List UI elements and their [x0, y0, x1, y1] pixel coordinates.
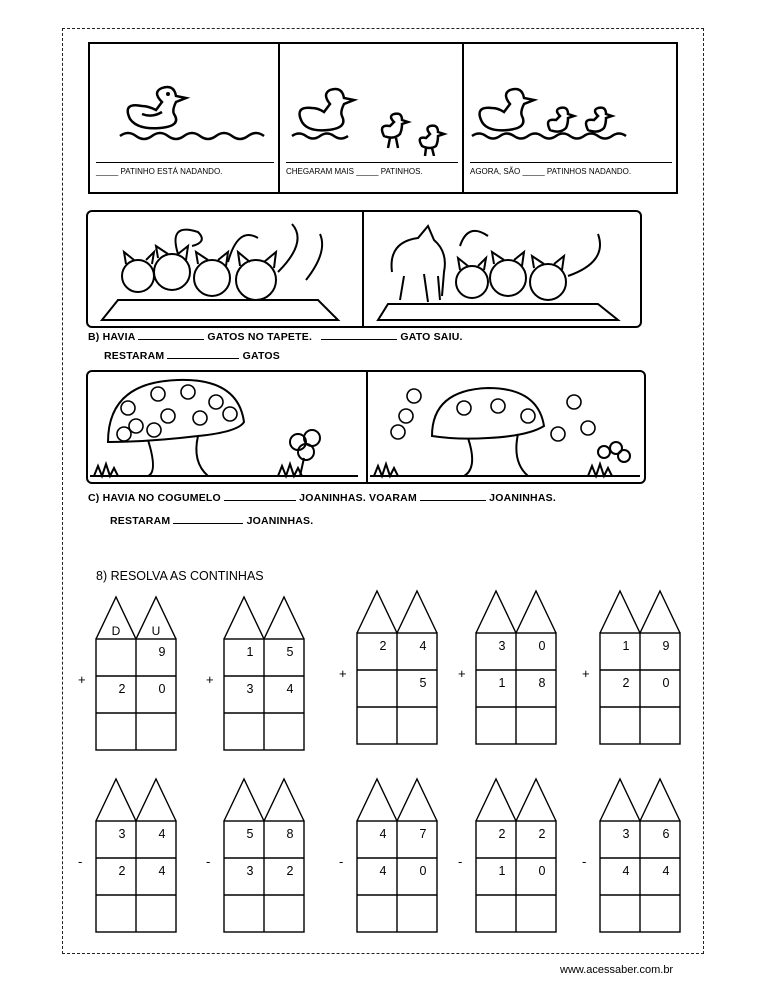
bottom-digit-units: 4	[662, 864, 670, 878]
plus-sign: +	[78, 672, 86, 687]
cats-text-on-rug: GATOS NO TAPETE.	[207, 331, 313, 343]
top-digit-tens: 5	[246, 827, 254, 841]
minus-sign: -	[458, 854, 463, 869]
answer-cell-units[interactable]	[642, 897, 678, 930]
ladybugs-question-line-1	[88, 491, 556, 504]
house-roof	[600, 779, 680, 821]
bottom-digit-units: 8	[538, 676, 546, 690]
duck-caption-1: _____ PATINHO ESTÁ NADANDO.	[96, 162, 274, 188]
footer-website: www.acessaber.com.br	[560, 964, 674, 976]
ladybugs-story-panel	[86, 370, 646, 484]
ladybugs-text-remained: RESTARAM	[110, 515, 171, 527]
answer-cell-units[interactable]	[138, 897, 174, 930]
house-roof	[224, 779, 304, 821]
bottom-digit-units: 2	[286, 864, 294, 878]
ladybugs-text-ladybugs: JOANINHAS.	[489, 492, 556, 504]
top-digit-tens: 3	[118, 827, 126, 841]
duck-panel-1	[90, 44, 280, 192]
answer-cell-tens[interactable]	[226, 715, 262, 748]
cats-question-line-1	[88, 330, 463, 343]
answer-cell-tens[interactable]	[478, 709, 514, 742]
plus-sign: +	[339, 666, 347, 681]
answer-cell-units[interactable]	[399, 897, 435, 930]
top-digit-units: 9	[158, 645, 166, 659]
minus-sign: -	[78, 854, 83, 869]
bottom-digit-tens: 3	[246, 682, 254, 696]
house-roof	[96, 597, 176, 639]
house-roof	[357, 779, 437, 821]
plus-sign: +	[582, 666, 590, 681]
cats-text-had: B) HAVIA	[88, 331, 136, 343]
duck-caption-3: AGORA, SÃO _____ PATINHOS NADANDO.	[470, 162, 672, 188]
answer-cell-units[interactable]	[518, 897, 554, 930]
cats-text-left: GATO SAIU.	[400, 331, 463, 343]
duck-swimming-illustration	[90, 44, 276, 154]
duck-story-strip	[88, 42, 678, 194]
answer-cell-units[interactable]	[266, 715, 302, 748]
bottom-digit-units: 4	[158, 864, 166, 878]
answer-cell-units[interactable]	[399, 709, 435, 742]
top-digit-units: 7	[419, 827, 427, 841]
plus-sign: +	[206, 672, 214, 687]
bottom-digit-tens: 4	[379, 864, 387, 878]
cats-answer-blank-2[interactable]	[321, 330, 397, 340]
cats-text-cats: GATOS	[242, 350, 280, 362]
answer-cell-tens[interactable]	[359, 897, 395, 930]
house-roof	[600, 591, 680, 633]
top-digit-tens: 3	[622, 827, 630, 841]
ladybugs-answer-blank-2[interactable]	[420, 491, 486, 501]
ladybugs-answer-blank-1[interactable]	[224, 491, 296, 501]
ducks-arriving-illustration	[280, 44, 460, 156]
addition-problem-3	[339, 591, 437, 744]
units-header: U	[151, 624, 161, 638]
house-roof	[476, 591, 556, 633]
cats-answer-blank-1[interactable]	[138, 330, 204, 340]
bottom-digit-units: 0	[662, 676, 670, 690]
ladybugs-text-ladybugs-2: JOANINHAS.	[246, 515, 314, 527]
cats-on-rug-illustration	[88, 212, 640, 326]
top-digit-tens: 2	[498, 827, 506, 841]
ladybugs-text-had: C) HAVIA NO COGUMELO	[88, 492, 221, 504]
top-digit-tens: 1	[246, 645, 254, 659]
minus-sign: -	[339, 854, 344, 869]
top-digit-units: 6	[662, 827, 670, 841]
house-roof	[224, 597, 304, 639]
answer-cell-units[interactable]	[518, 709, 554, 742]
answer-cell-tens[interactable]	[98, 715, 134, 748]
mushroom-ladybugs-illustration	[88, 372, 644, 482]
bottom-digit-tens: 2	[622, 676, 630, 690]
duck-panel-2	[280, 44, 464, 192]
minus-sign: -	[582, 854, 587, 869]
answer-cell-tens[interactable]	[602, 897, 638, 930]
top-digit-units: 9	[662, 639, 670, 653]
bottom-digit-tens: 4	[622, 864, 630, 878]
subtraction-problem-5	[582, 779, 680, 932]
answer-cell-tens[interactable]	[359, 709, 395, 742]
top-digit-units: 8	[286, 827, 294, 841]
subtraction-problem-1	[78, 779, 176, 932]
ladybugs-answer-blank-3[interactable]	[173, 514, 243, 524]
answer-cell-tens[interactable]	[602, 709, 638, 742]
top-digit-units: 5	[286, 645, 294, 659]
house-roof	[357, 591, 437, 633]
cats-answer-blank-3[interactable]	[167, 349, 239, 359]
top-digit-tens: 4	[379, 827, 387, 841]
top-digit-units: 4	[419, 639, 427, 653]
ducks-swimming-together-illustration	[464, 44, 674, 154]
bottom-digit-units: 5	[419, 676, 427, 690]
ladybugs-question-line-2	[110, 514, 313, 527]
duck-panel-3	[464, 44, 676, 192]
subtraction-problem-2	[206, 779, 304, 932]
bottom-digit-tens: 3	[246, 864, 254, 878]
answer-cell-units[interactable]	[642, 709, 678, 742]
top-digit-units: 2	[538, 827, 546, 841]
addition-problems	[0, 585, 768, 765]
minus-sign: -	[206, 854, 211, 869]
answer-cell-tens[interactable]	[478, 897, 514, 930]
bottom-digit-units: 0	[158, 682, 166, 696]
top-digit-units: 0	[538, 639, 546, 653]
house-roof	[96, 779, 176, 821]
bottom-digit-tens: 1	[498, 676, 506, 690]
exercise-title: 8) RESOLVA AS CONTINHAS	[96, 569, 264, 583]
addition-problem-1	[78, 597, 176, 750]
bottom-digit-units: 4	[286, 682, 294, 696]
cats-story-panel	[86, 210, 642, 328]
bottom-digit-units: 0	[538, 864, 546, 878]
top-digit-tens: 3	[498, 639, 506, 653]
addition-problem-5	[582, 591, 680, 744]
subtraction-problem-4	[458, 779, 556, 932]
tens-header: D	[111, 624, 121, 638]
subtraction-problem-3	[339, 779, 437, 932]
cats-text-remained: RESTARAM	[104, 350, 165, 362]
bottom-digit-tens: 1	[498, 864, 506, 878]
answer-cell-tens[interactable]	[98, 897, 134, 930]
addition-problem-4	[458, 591, 556, 744]
ladybugs-text-flew: JOANINHAS. VOARAM	[299, 492, 417, 504]
answer-cell-units[interactable]	[266, 897, 302, 930]
top-digit-tens: 1	[622, 639, 630, 653]
duck-caption-2: CHEGARAM MAIS _____ PATINHOS.	[286, 162, 458, 188]
house-roof	[476, 779, 556, 821]
addition-problem-2	[206, 597, 304, 750]
bottom-digit-tens: 2	[118, 864, 126, 878]
top-digit-units: 4	[158, 827, 166, 841]
subtraction-problems	[0, 775, 768, 955]
answer-cell-units[interactable]	[138, 715, 174, 748]
bottom-digit-units: 0	[419, 864, 427, 878]
cats-question-line-2	[104, 349, 280, 362]
top-digit-tens: 2	[379, 639, 387, 653]
bottom-digit-tens: 2	[118, 682, 126, 696]
answer-cell-tens[interactable]	[226, 897, 262, 930]
plus-sign: +	[458, 666, 466, 681]
